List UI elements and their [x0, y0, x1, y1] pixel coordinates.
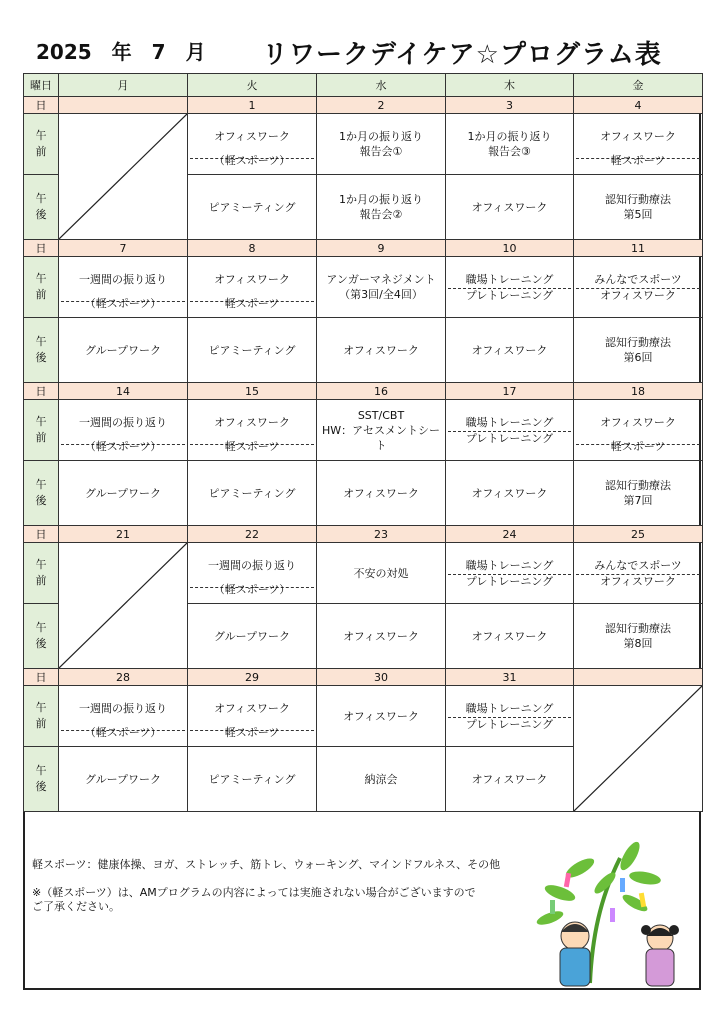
date-cell: 14 — [59, 383, 188, 400]
program-top: オフィスワーク — [214, 702, 290, 715]
split-program — [574, 400, 702, 460]
program-top: オフィスワーク — [600, 130, 676, 143]
program-cell — [317, 686, 446, 747]
program-cell — [317, 747, 446, 812]
program-name: ピアミーティング — [208, 343, 296, 357]
program-name: ピアミーティング — [208, 200, 296, 214]
no-session-cell — [59, 114, 188, 240]
program-bottom: プレトレーニング — [465, 289, 554, 302]
am-label: 午 前 — [24, 686, 59, 747]
pm-label: 午 後 — [24, 604, 59, 669]
program-name: SST/CBT HW：アセスメントシート — [321, 408, 441, 452]
program-name: オフィスワーク — [343, 343, 419, 357]
program-cell — [317, 400, 446, 461]
program-name: オフィスワーク — [471, 200, 548, 214]
program-bottom: （軽スポーツ） — [213, 583, 291, 596]
program-cell — [317, 114, 446, 175]
program-cell — [574, 175, 703, 240]
program-cell — [317, 543, 446, 604]
program-name: オフィスワーク — [343, 629, 419, 643]
date-cell: 4 — [574, 97, 703, 114]
date-row-label: 日 — [24, 669, 59, 686]
date-cell: 11 — [574, 240, 703, 257]
program-name: オフィスワーク — [471, 343, 548, 357]
weekday-header: 火 — [188, 74, 317, 97]
program-name: オフィスワーク — [471, 486, 548, 500]
program-name: グループワーク — [84, 486, 162, 500]
split-program — [446, 400, 573, 460]
program-name: オフィスワーク — [471, 629, 548, 643]
date-cell: 22 — [188, 526, 317, 543]
pm-label: 午 後 — [24, 747, 59, 812]
diagonal-slash — [59, 114, 187, 239]
date-cell: 9 — [317, 240, 446, 257]
weekday-header: 金 — [574, 74, 703, 97]
program-cell — [574, 604, 703, 669]
program-cell — [188, 686, 317, 747]
program-cell — [446, 461, 574, 526]
program-bottom: （軽スポーツ） — [213, 154, 291, 167]
diagonal-slash — [574, 686, 702, 811]
program-top: 職場トレーニング — [465, 702, 554, 715]
program-top: みんなでスポーツ — [594, 559, 682, 572]
date-cell: 28 — [59, 669, 188, 686]
date-cell: 23 — [317, 526, 446, 543]
date-cell: 15 — [188, 383, 317, 400]
year-month: 2025 年 7 月 — [36, 40, 206, 64]
program-top: 職場トレーニング — [465, 416, 554, 429]
program-bottom: （軽スポーツ） — [84, 440, 162, 453]
program-cell — [59, 400, 188, 461]
split-program — [446, 543, 573, 603]
split-program — [59, 686, 187, 746]
program-name: オフィスワーク — [343, 486, 419, 500]
program-cell — [188, 400, 317, 461]
no-session-cell — [59, 543, 188, 669]
date-cell: 16 — [317, 383, 446, 400]
date-cell: 18 — [574, 383, 703, 400]
notes — [32, 858, 500, 928]
program-cell — [446, 604, 574, 669]
date-cell — [59, 97, 188, 114]
program-cell — [574, 400, 703, 461]
program-bottom: 軽スポーツ — [224, 440, 280, 453]
program-top: 一週間の振り返り — [79, 702, 167, 715]
diagonal-slash — [59, 543, 187, 668]
program-bottom: プレトレーニング — [465, 575, 554, 588]
program-top: オフィスワーク — [214, 416, 290, 429]
split-program — [188, 543, 316, 603]
date-cell: 31 — [446, 669, 574, 686]
program-name: 1か月の振り返り 報告会② — [339, 193, 423, 221]
program-top: 一週間の振り返り — [79, 416, 167, 429]
date-cell: 2 — [317, 97, 446, 114]
program-cell — [446, 543, 574, 604]
program-cell — [59, 461, 188, 526]
program-name: グループワーク — [84, 343, 162, 357]
split-program — [59, 257, 187, 317]
date-row-label: 日 — [24, 383, 59, 400]
date-cell: 10 — [446, 240, 574, 257]
split-program — [188, 400, 316, 460]
program-cell — [574, 114, 703, 175]
program-title: リワークデイケア☆プログラム表 — [262, 40, 662, 70]
program-bottom: プレトレーニング — [465, 432, 554, 445]
program-name: ピアミーティング — [208, 772, 296, 786]
program-cell — [59, 747, 188, 812]
split-program — [574, 114, 702, 174]
program-bottom: プレトレーニング — [465, 718, 554, 731]
program-name: 1か月の振り返り 報告会③ — [467, 130, 552, 158]
date-cell: 21 — [59, 526, 188, 543]
program-cell — [446, 747, 574, 812]
program-cell — [188, 543, 317, 604]
program-cell — [59, 686, 188, 747]
program-cell — [188, 257, 317, 318]
program-cell — [59, 318, 188, 383]
am-label: 午 前 — [24, 114, 59, 175]
program-name: 1か月の振り返り 報告会① — [339, 130, 423, 158]
weekday-header-label: 曜日 — [24, 74, 59, 97]
program-name: オフィスワーク — [471, 772, 548, 786]
program-cell — [188, 461, 317, 526]
caution-note: ※（軽スポーツ）は、AMプログラムの内容によっては実施されない場合がございますので ご了承ください。 — [32, 886, 476, 913]
date-cell: 1 — [188, 97, 317, 114]
program-top: 一週間の振り返り — [79, 273, 167, 286]
schedule-table — [23, 73, 703, 812]
am-label: 午 前 — [24, 257, 59, 318]
program-name: オフィスワーク — [343, 709, 419, 723]
program-cell — [188, 114, 317, 175]
pm-label: 午 後 — [24, 461, 59, 526]
pm-label: 午 後 — [24, 175, 59, 240]
program-cell — [188, 318, 317, 383]
program-name: グループワーク — [84, 772, 162, 786]
program-cell — [574, 461, 703, 526]
program-cell — [446, 175, 574, 240]
sports-note: 軽スポーツ：健康体操、ヨガ、ストレッチ、筋トレ、ウォーキング、マインドフルネス、その他 — [32, 858, 501, 871]
date-cell: 8 — [188, 240, 317, 257]
program-cell — [446, 318, 574, 383]
program-bottom: 軽スポーツ — [224, 726, 280, 739]
program-name: 認知行動療法 第8回 — [605, 622, 671, 650]
page-title — [0, 34, 724, 68]
program-name: 認知行動療法 第5回 — [605, 193, 671, 221]
program-cell — [188, 604, 317, 669]
weekday-header: 月 — [59, 74, 188, 97]
am-label: 午 前 — [24, 400, 59, 461]
date-row-label: 日 — [24, 526, 59, 543]
program-bottom: （軽スポーツ） — [84, 726, 162, 739]
split-program — [188, 686, 316, 746]
program-top: 職場トレーニング — [465, 273, 554, 286]
program-top: オフィスワーク — [214, 130, 290, 143]
program-name: 不安の対処 — [353, 566, 409, 580]
program-name: ピアミーティング — [208, 486, 296, 500]
program-cell — [317, 257, 446, 318]
program-top: みんなでスポーツ — [594, 273, 682, 286]
program-name: アンガーマネジメント （第3回/全4回） — [326, 273, 436, 301]
program-cell — [574, 543, 703, 604]
program-cell — [446, 686, 574, 747]
split-program — [446, 686, 573, 746]
program-name: 認知行動療法 第6回 — [605, 336, 671, 364]
program-cell — [446, 114, 574, 175]
program-bottom: オフィスワーク — [600, 289, 676, 302]
date-cell — [574, 669, 703, 686]
tanabata-illustration — [520, 838, 700, 988]
pm-label: 午 後 — [24, 318, 59, 383]
split-program — [574, 543, 702, 603]
program-name: 納涼会 — [364, 772, 398, 786]
program-cell — [574, 257, 703, 318]
date-cell: 29 — [188, 669, 317, 686]
program-top: 一週間の振り返り — [208, 559, 296, 572]
weekday-header: 水 — [317, 74, 446, 97]
program-top: 職場トレーニング — [465, 559, 554, 572]
program-bottom: 軽スポーツ — [610, 440, 666, 453]
program-cell — [317, 604, 446, 669]
weekday-header: 木 — [446, 74, 574, 97]
split-program — [188, 114, 316, 174]
split-program — [188, 257, 316, 317]
split-program — [59, 400, 187, 460]
program-name: グループワーク — [213, 629, 291, 643]
date-cell: 24 — [446, 526, 574, 543]
program-cell — [317, 318, 446, 383]
program-cell — [317, 461, 446, 526]
program-cell — [188, 747, 317, 812]
program-top: オフィスワーク — [214, 273, 290, 286]
program-cell — [446, 400, 574, 461]
split-program — [446, 257, 573, 317]
program-top: オフィスワーク — [600, 416, 676, 429]
program-cell — [317, 175, 446, 240]
date-row-label: 日 — [24, 97, 59, 114]
date-cell: 25 — [574, 526, 703, 543]
program-bottom: 軽スポーツ — [224, 297, 280, 310]
am-label: 午 前 — [24, 543, 59, 604]
date-cell: 17 — [446, 383, 574, 400]
no-session-cell — [574, 686, 703, 812]
program-cell — [59, 257, 188, 318]
program-cell — [574, 318, 703, 383]
program-bottom: オフィスワーク — [600, 575, 676, 588]
date-cell: 3 — [446, 97, 574, 114]
date-cell: 30 — [317, 669, 446, 686]
date-cell: 7 — [59, 240, 188, 257]
program-cell — [188, 175, 317, 240]
date-row-label: 日 — [24, 240, 59, 257]
program-cell — [446, 257, 574, 318]
program-name: 認知行動療法 第7回 — [605, 479, 671, 507]
program-bottom: 軽スポーツ — [610, 154, 666, 167]
split-program — [574, 257, 702, 317]
program-bottom: （軽スポーツ） — [84, 297, 162, 310]
